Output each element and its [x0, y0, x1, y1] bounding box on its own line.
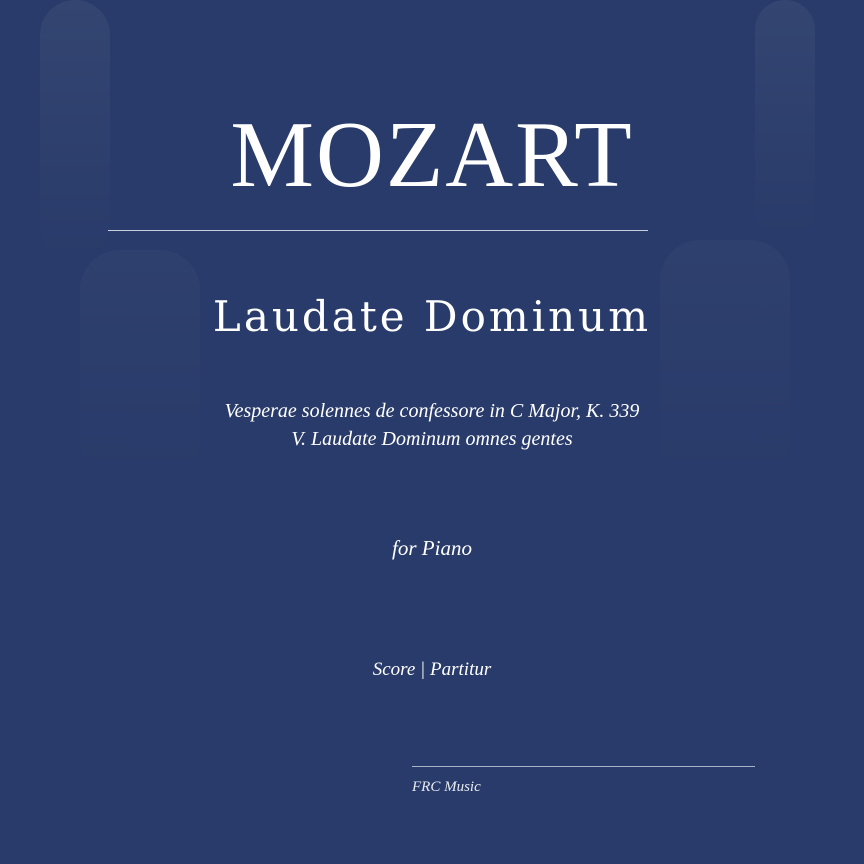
instrumentation: for Piano [392, 536, 472, 560]
publisher-name: FRC Music [412, 779, 481, 795]
publisher-divider [412, 766, 755, 767]
subtitle-line-2: V. Laudate Dominum omnes gentes [291, 428, 573, 450]
subtitle-line-1: Vesperae solennes de confessore in C Major, K. 339 [224, 400, 640, 422]
title-divider [108, 230, 648, 231]
edition-type: Score | Partitur [372, 659, 492, 680]
work-title: Laudate Dominum [212, 292, 652, 341]
composer-name: MOZART [230, 103, 634, 207]
